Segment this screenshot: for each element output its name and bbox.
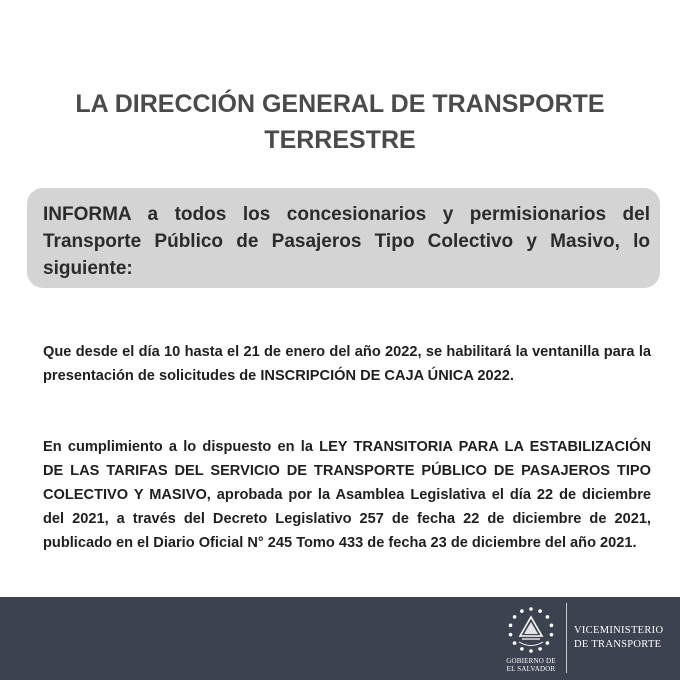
emblem-star bbox=[538, 609, 542, 613]
footer-divider bbox=[566, 603, 567, 673]
emblem-star bbox=[513, 615, 517, 619]
emblem-star bbox=[509, 633, 513, 637]
emblem-star bbox=[538, 647, 542, 651]
emblem-star bbox=[550, 633, 554, 637]
emblem-star bbox=[509, 624, 513, 628]
ministry-line-2: DE TRANSPORTE bbox=[574, 639, 662, 650]
government-label bbox=[494, 657, 568, 673]
government-line-1: GOBIERNO DE bbox=[506, 657, 556, 665]
body-paragraph-2: En cumplimiento a lo dispuesto en la LEY TRANSITORIA PARA LA ESTABILIZACIÓN DE LAS TARIFAS DEL SERVICIO DE TRANSPORTE PÚBLICO DE PASAJEROS TIPO COLECTIVO Y MASIVO, aprobada por la Asamblea Legislativa el día 22 de diciembre del 2021, a través del Decreto Legislativo 257 de fecha 22 de diciembre de 2021, publicado en el Diario Oficial N° 245 Tomo 433 de fecha 23 de diciembre del año 2021. bbox=[43, 439, 651, 551]
inform-box bbox=[27, 188, 660, 288]
el-salvador-coat-of-arms-icon bbox=[506, 605, 556, 655]
footer bbox=[0, 597, 680, 680]
emblem-star bbox=[546, 615, 550, 619]
emblem-star bbox=[513, 641, 517, 645]
emblem-star bbox=[529, 649, 533, 653]
title-line-2: TERRESTRE bbox=[264, 126, 416, 154]
government-line-2: EL SALVADOR bbox=[506, 665, 556, 673]
body-paragraph-1: Que desde el día 10 hasta el 21 de enero del año 2022, se habilitará la ventanilla para la presentación de solicitudes de INSCRIPCIÓN DE CAJA ÚNICA 2022. bbox=[43, 344, 651, 384]
page-title bbox=[40, 86, 640, 158]
ministry-label bbox=[574, 624, 674, 652]
ministry-line-1: VICEMINISTERIO bbox=[574, 625, 664, 636]
emblem-star bbox=[520, 609, 524, 613]
emblem-star bbox=[520, 647, 524, 651]
emblem-star bbox=[550, 624, 554, 628]
emblem-star bbox=[529, 607, 533, 611]
title-line-1: LA DIRECCIÓN GENERAL DE TRANSPORTE bbox=[75, 90, 605, 118]
emblem-star bbox=[546, 641, 550, 645]
inform-text: INFORMA a todos los concesionarios y permisionarios del Transporte Público de Pasajeros Tipo Colectivo y Masivo, lo siguiente: bbox=[43, 204, 650, 279]
